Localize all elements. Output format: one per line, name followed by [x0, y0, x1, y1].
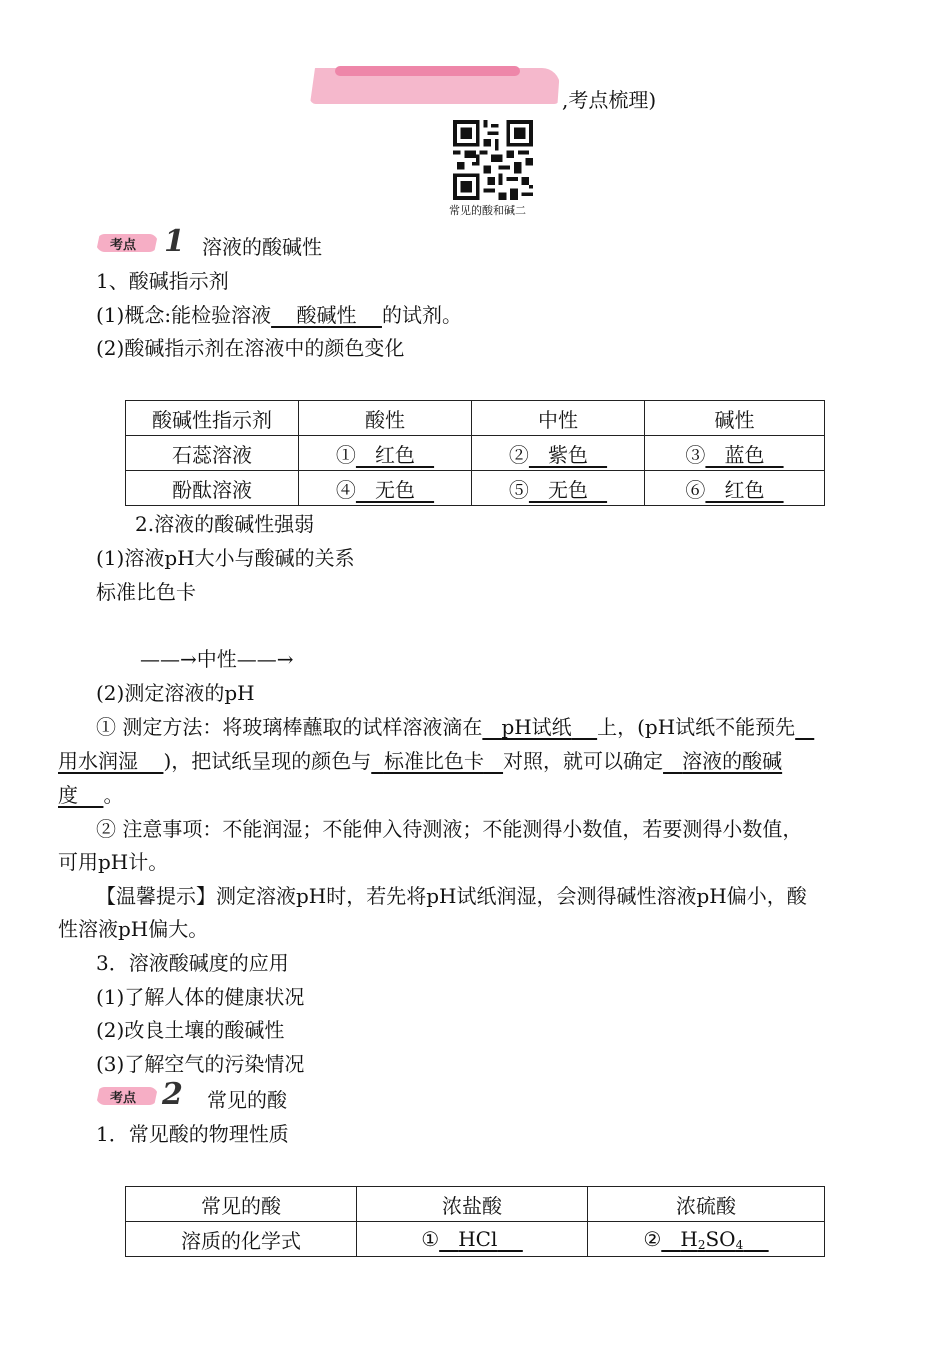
strength-heading: 2.溶液的酸碱性强弱 [135, 512, 315, 536]
ph-relation-heading: (1)溶液pH大小与酸碱的关系 [96, 546, 355, 570]
section2-badge-label: 考点 [110, 1091, 137, 1106]
table-row [126, 1222, 825, 1257]
table-header-row [126, 401, 825, 436]
table-cell: ① HCl [357, 1222, 588, 1257]
note-line-1: ② 注意事项：不能润湿；不能伸入待测液；不能测得小数值，若要测得小数值， [96, 817, 803, 841]
section2-number: 2 [162, 1077, 183, 1112]
neutral-arrow: ——→中性——→ [140, 647, 294, 671]
section1-badge-label: 考点 [110, 238, 137, 253]
table-header: 碱性 [645, 401, 825, 436]
table-cell: ③ 蓝色 [645, 436, 825, 471]
row-label: 溶质的化学式 [126, 1222, 357, 1257]
acid-table [125, 1186, 825, 1257]
method-line-2: 用水润湿 )，把试纸呈现的颜色与 标准比色卡 对照，就可以确定 溶液的酸碱 [58, 749, 783, 773]
method-line-3: 度 。 [58, 783, 124, 807]
concept-line: (1)概念:能检验溶液 酸碱性 的试剂。 [96, 303, 462, 327]
section2-title: 常见的酸 [207, 1088, 287, 1112]
qr-caption: 常见的酸和碱二 [449, 204, 526, 217]
table-header: 酸碱性指示剂 [126, 401, 299, 436]
header-banner-accent [335, 66, 520, 76]
table-cell: ⑤ 无色 [472, 471, 645, 506]
application-item: (2)改良土壤的酸碱性 [96, 1018, 285, 1042]
table-header: 浓盐酸 [357, 1187, 588, 1222]
indicator-name: 酚酞溶液 [126, 471, 299, 506]
table-cell: ② 紫色 [472, 436, 645, 471]
table-header: 酸性 [299, 401, 472, 436]
color-change-heading: (2)酸碱指示剂在溶液中的颜色变化 [96, 336, 405, 360]
color-card-label: 标准比色卡 [96, 580, 196, 604]
table-header: 常见的酸 [126, 1187, 357, 1222]
application-heading: 3．溶液酸碱度的应用 [96, 951, 289, 975]
section1-title: 溶液的酸碱性 [202, 235, 322, 259]
application-item: (1)了解人体的健康状况 [96, 985, 305, 1009]
table-cell: ④ 无色 [299, 471, 472, 506]
table-header: 中性 [472, 401, 645, 436]
table-row [126, 436, 825, 471]
table-header: 浓硫酸 [588, 1187, 825, 1222]
application-item: (3)了解空气的污染情况 [96, 1052, 305, 1076]
table-header-row [126, 1187, 825, 1222]
note-line-2: 可用pH计。 [58, 850, 169, 874]
concept-answer: 酸碱性 [296, 303, 357, 327]
indicator-name: 石蕊溶液 [126, 436, 299, 471]
header-title: ,考点梳理) [562, 88, 657, 112]
indicator-table [125, 400, 825, 506]
section1-number: 1 [164, 224, 185, 259]
physical-properties-heading: 1．常见酸的物理性质 [96, 1122, 289, 1146]
ph-measure-heading: (2)测定溶液的pH [96, 681, 255, 705]
tip-line-1: 【温馨提示】测定溶液pH时，若先将pH试纸润湿，会测得碱性溶液pH偏小，酸 [96, 884, 807, 908]
method-line-1: ① 测定方法：将玻璃棒蘸取的试样溶液滴在 pH试纸 上，(pH试纸不能预先 [96, 715, 796, 739]
heading-indicators: 1、酸碱指示剂 [96, 269, 229, 293]
tip-line-2: 性溶液pH偏大。 [58, 917, 209, 941]
table-row [126, 471, 825, 506]
qr-code-icon[interactable] [453, 120, 533, 200]
table-cell: ⑥ 红色 [645, 471, 825, 506]
table-cell: ② $H_2SO_4$ [588, 1222, 825, 1257]
table-cell: ① 红色 [299, 436, 472, 471]
